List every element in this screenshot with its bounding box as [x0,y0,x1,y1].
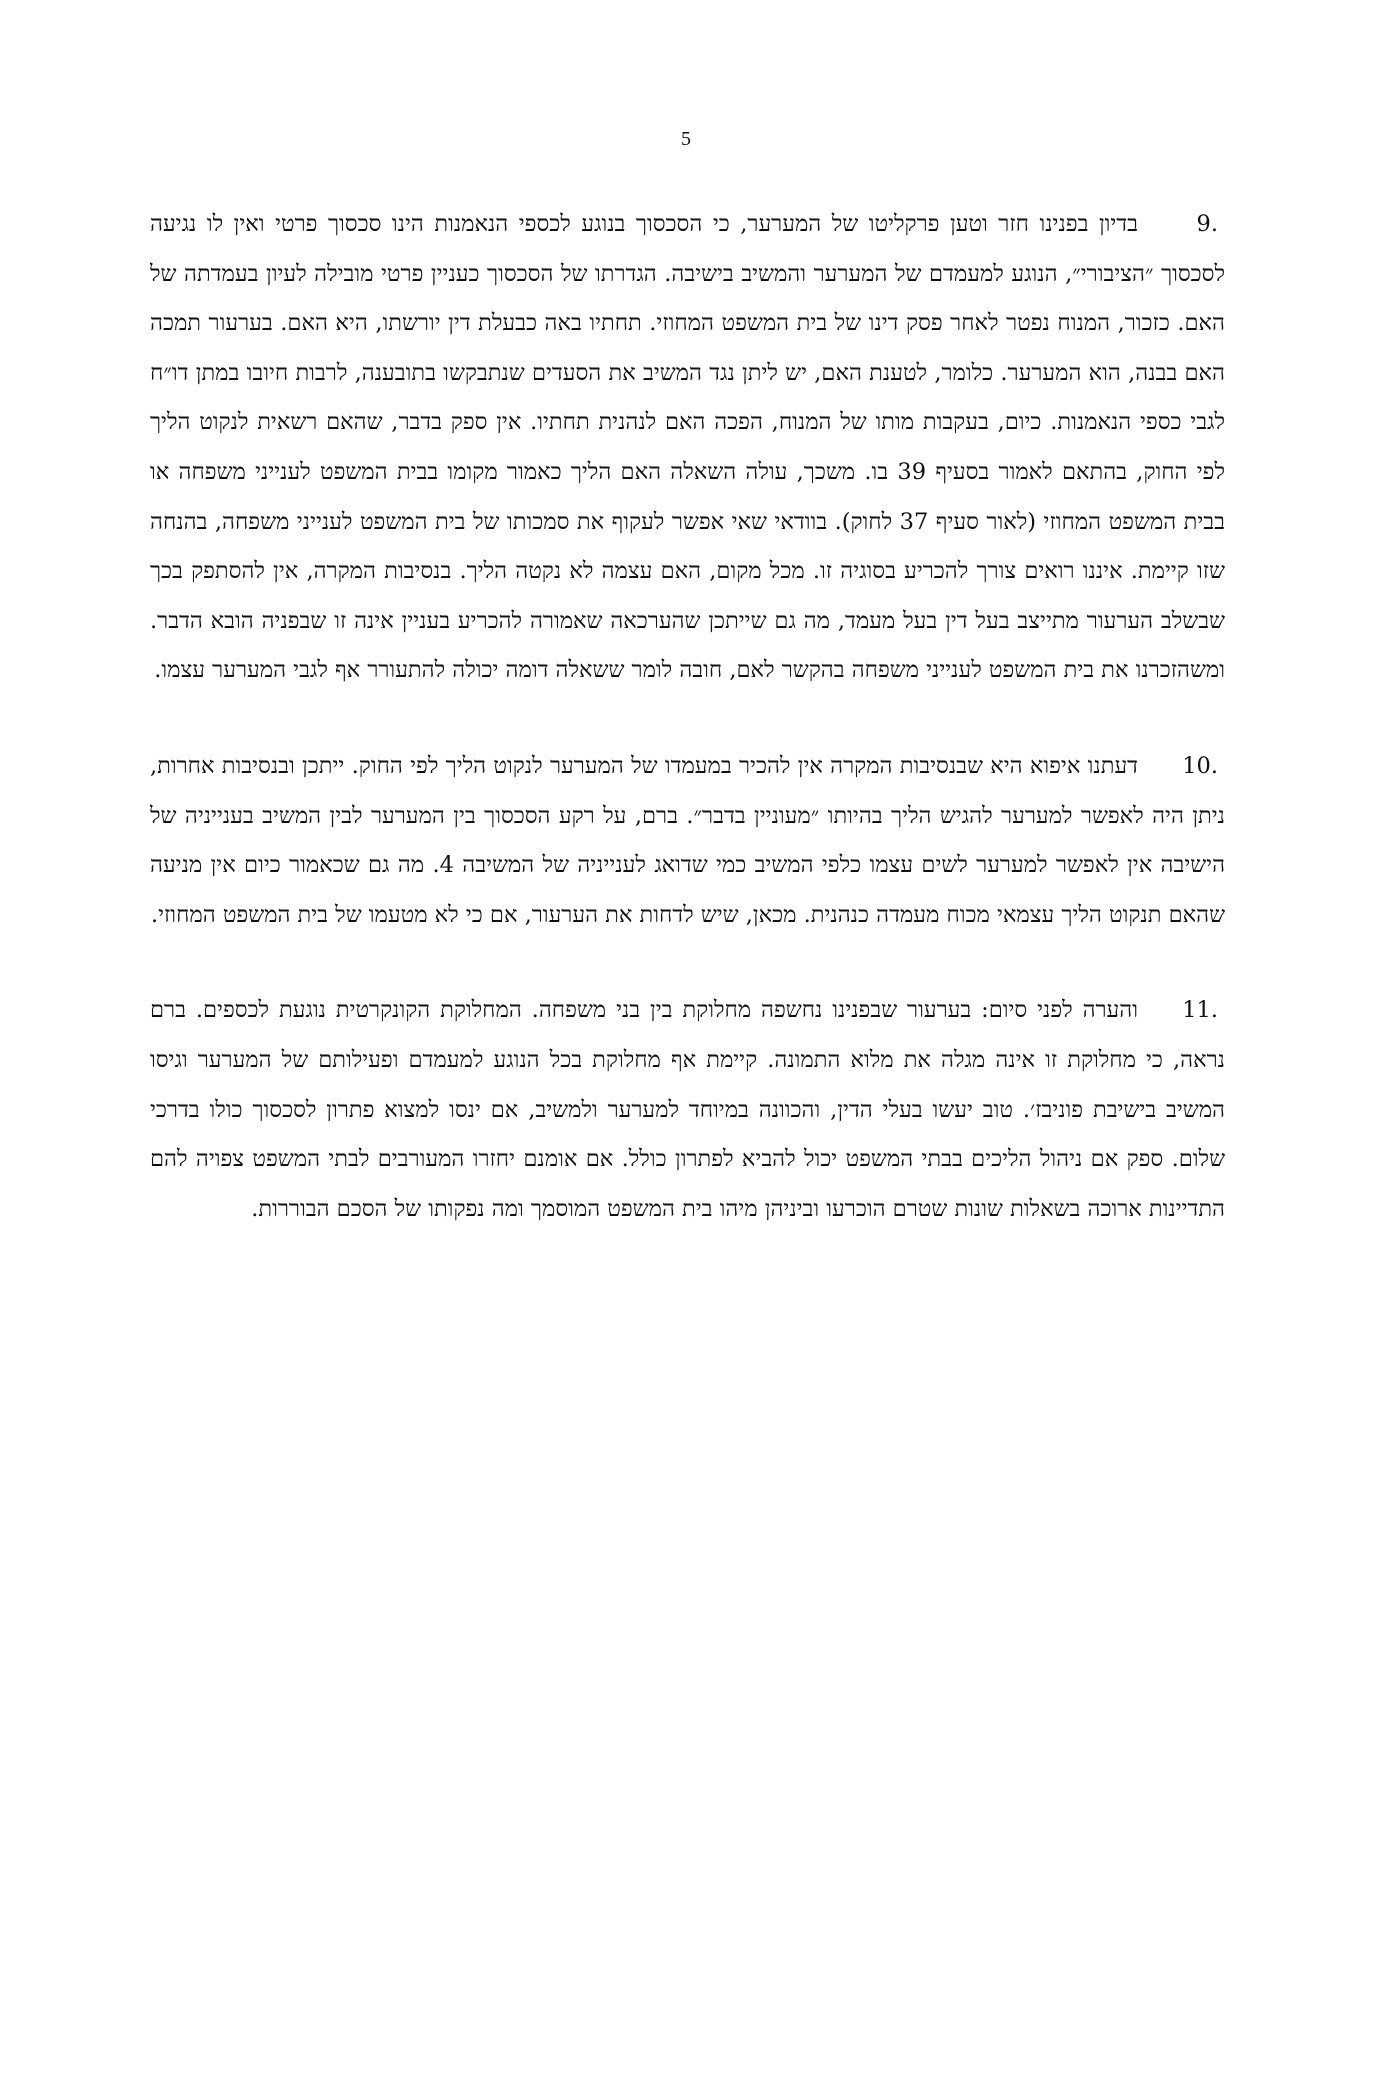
paragraph-number: 9. [1196,211,1218,237]
paragraph-text: והערה לפני סיום: בערעור שבפנינו נחשפה מחלוקת בין בני משפחה. המחלוקת הקונקרטית נוגעת לכספים. ברם נראה, כי מחלוקת זו אינה מגלה את מלוא התמונה. קיימת אף מחלוקת בכל הנוגע למעמדם ופעילותם של המערער וגיסו המשיב בישיבת פוניבז׳. טוב יעשו בעלי הדין, והכוונה במיוחד למערער ולמשיב, אם ינסו למצוא פתרון לסכסוך כולו בדרכי שלום. ספק אם ניהול הליכים בבתי המשפט יכול להביא לפתרון כולל. אם אומנם יחזרו המעורבים לבתי המשפט צפויה להם התדיינות ארוכה בשאלות שונות שטרם הוכרעו וביניהן מיהו בית המשפט המוסמך ומה נפקותו של הסכם הבוררות. [150,997,1225,1222]
paragraph-11 [150,986,1225,1234]
paragraph-10 [150,742,1225,940]
paragraph-text: דעתנו איפוא היא שבנסיבות המקרה אין להכיר במעמדו של המערער לנקוט הליך לפי החוק. ייתכן ובנסיבות אחרות, ניתן היה לאפשר למערער להגיש הליך בהיותו ״מעוניין בדבר״. ברם, על רקע הסכסוך בין המערער לבין המשיב בענייניה של הישיבה אין לאפשר למערער לשים עצמו כלפי המשיב כמי שדואג לענייניה של המשיבה 4. מה גם שכאמור כיום אין מניעה שהאם תנקוט הליך עצמאי מכוח מעמדה כנהנית. מכאן, שיש לדחות את הערעור, אם כי לא מטעמו של בית המשפט המחוזי. [150,752,1226,928]
document-body [150,200,1225,1280]
paragraph-number: 10. [1182,752,1218,779]
paragraph-text: בדיון בפנינו חזר וטען פרקליטו של המערער, כי הסכסוך בנוגע לכספי הנאמנות הינו סכסוך פרטי ואין לו נגיעה לסכסוך ״הציבורי״, הנוגע למעמדם של המערער והמשיב בישיבה. הגדרתו של הסכסוך כעניין פרטי מובילה לעיון בעמדתה של האם. כזכור, המנוח נפטר לאחר פסק דינו של בית המשפט המחוזי. תחתיו באה כבעלת דין יורשתו, היא האם. בערעור תמכה האם בבנה, הוא המערער. כלומר, לטענת האם, יש ליתן נגד המשיב את הסעדים שנתבקשו בתובענה, לרבות חיובו במתן דו״ח לגבי כספי הנאמנות. כיום, בעקבות מותו של המנוח, הפכה האם לנהנית תחתיו. אין ספק בדבר, שהאם רשאית לנקוט הליך לפי החוק, בהתאם לאמור בסעיף 39 בו. משכך, עולה השאלה האם הליך כאמור מקומו בבית המשפט לענייני משפחה או בבית המשפט המחוזי (לאור סעיף 37 לחוק). בוודאי שאי אפשר לעקוף את סמכותו של בית המשפט לענייני משפחה, בהנחה שזו קיימת. איננו רואים צורך להכריע בסוגיה זו. מכל מקום, האם עצמה לא נקטה הליך. בנסיבות המקרה, אין להסתפק בכך שבשלב הערעור מתייצב בעל דין בעל מעמד, מה גם שייתכן שהערכאה שאמורה להכריע בעניין אינה זו שבפניה הובא הדבר. ומשהזכרנו את בית המשפט לענייני משפחה בהקשר לאם, חובה לומר ששאלה דומה יכולה להתעורר אף לגבי המערער עצמו. [150,211,1225,684]
page-number: 5 [681,128,691,150]
paragraph-number: 11. [1182,997,1218,1024]
paragraph-9 [150,200,1225,696]
